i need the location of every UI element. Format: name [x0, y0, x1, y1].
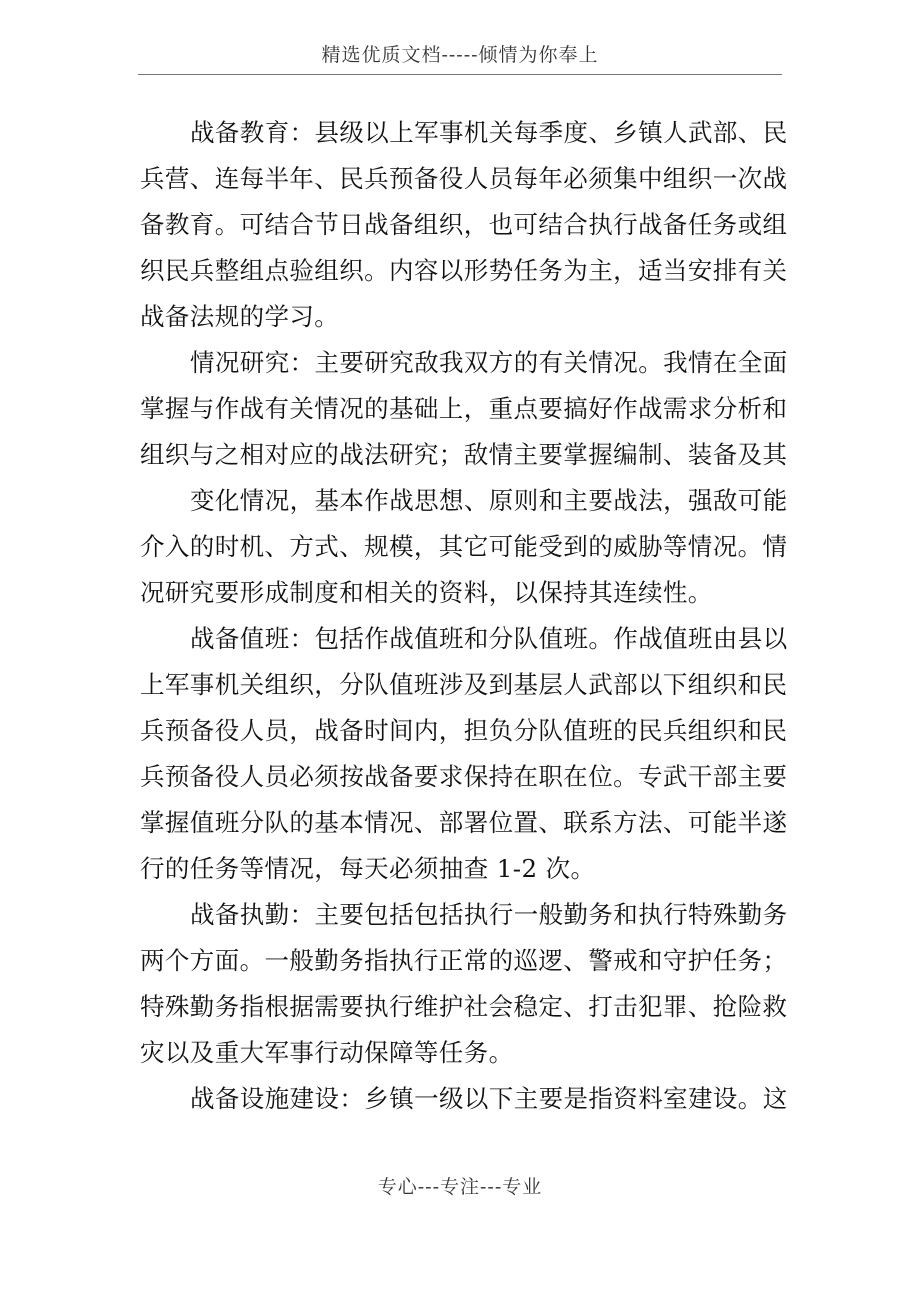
page-footer: 专心---专注---专业	[377, 1176, 543, 1198]
paragraph-line: 介入的时机、方式、规模，其它可能受到的威胁等情况。情	[140, 532, 788, 561]
paragraph-line: 两个方面。一般勤务指执行正常的巡逻、警戒和守护任务；	[140, 946, 788, 975]
paragraph-line: 备教育。可结合节日战备组织，也可结合执行战备任务或组	[140, 210, 788, 239]
paragraph-line: 战备设施建设：乡镇一级以下主要是指资料室建设。这	[190, 1084, 788, 1113]
paragraph-line: 兵预备役人员，战备时间内，担负分队值班的民兵组织和民	[140, 716, 788, 745]
paragraph-line: 变化情况，基本作战思想、原则和主要战法，强敌可能	[190, 486, 788, 515]
paragraph-line: 兵营、连每半年、民兵预备役人员每年必须集中组织一次战	[140, 164, 788, 193]
paragraph-line: 战备执勤：主要包括包括执行一般勤务和执行特殊勤务	[190, 900, 788, 929]
paragraph-line: 况研究要形成制度和相关的资料，以保持其连续性。	[140, 578, 713, 607]
paragraph-line: 战备法规的学习。	[140, 302, 340, 331]
paragraph-line: 上军事机关组织，分队值班涉及到基层人武部以下组织和民	[140, 670, 788, 699]
paragraph-line: 掌握与作战有关情况的基础上，重点要搞好作战需求分析和	[140, 394, 788, 423]
paragraph-line: 掌握值班分队的基本情况、部署位置、联系方法、可能半遂	[140, 808, 788, 837]
paragraph-line: 兵预备役人员必须按战备要求保持在职在位。专武干部主要	[140, 762, 788, 791]
page-header: 精选优质文档-----倾情为你奉上	[321, 44, 599, 66]
document-body	[140, 110, 788, 1122]
paragraph-line: 行的任务等情况，每天必须抽查 1-2 次。	[140, 854, 596, 883]
paragraph-line: 织民兵整组点验组织。内容以形势任务为主，适当安排有关	[140, 256, 788, 285]
paragraph-line: 情况研究：主要研究敌我双方的有关情况。我情在全面	[190, 348, 788, 377]
paragraph-line: 特殊勤务指根据需要执行维护社会稳定、打击犯罪、抢险救	[140, 992, 788, 1021]
header-divider	[138, 74, 782, 75]
paragraph-line: 灾以及重大军事行动保障等任务。	[140, 1038, 514, 1067]
paragraph-line: 战备教育：县级以上军事机关每季度、乡镇人武部、民	[190, 118, 788, 147]
paragraph-line: 组织与之相对应的战法研究；敌情主要掌握编制、装备及其	[140, 440, 788, 469]
paragraph-line: 战备值班：包括作战值班和分队值班。作战值班由县以	[190, 624, 788, 653]
